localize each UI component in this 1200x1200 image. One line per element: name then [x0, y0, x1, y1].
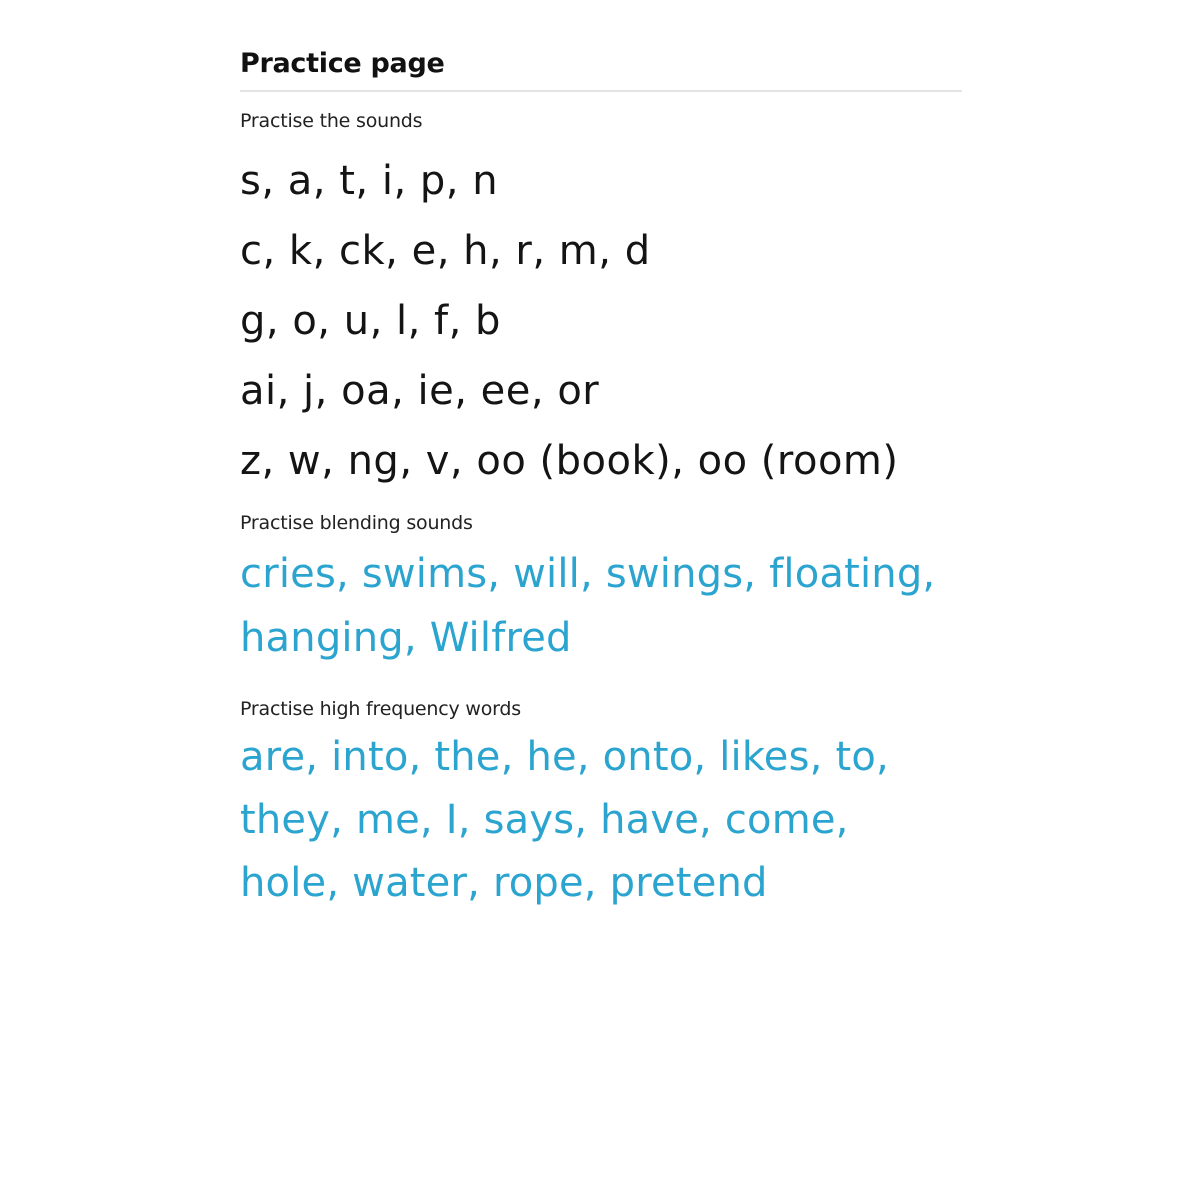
page-content — [240, 40, 962, 915]
blending-heading: Practise blending sounds — [240, 512, 473, 534]
sound-line: c, k, ck, e, h, r, m, d — [240, 228, 651, 274]
title-divider — [240, 90, 962, 92]
sound-line: z, w, ng, v, oo (book), oo (room) — [240, 438, 899, 484]
blending-words — [240, 542, 962, 670]
high-frequency-words — [240, 726, 962, 915]
sound-line: s, a, t, i, p, n — [240, 158, 499, 204]
sound-line: g, o, u, l, f, b — [240, 298, 501, 344]
page-title: Practice page — [240, 48, 445, 79]
high-frequency-heading: Practise high frequency words — [240, 698, 521, 720]
sound-line: ai, j, oa, ie, ee, or — [240, 368, 600, 414]
blending-line: hanging, Wilfred — [240, 615, 572, 661]
high-frequency-line: are, into, the, he, onto, likes, to, — [240, 734, 889, 780]
high-frequency-line: they, me, I, says, have, come, — [240, 797, 849, 843]
blending-line: cries, swims, will, swings, floating, — [240, 551, 936, 597]
high-frequency-line: hole, water, rope, pretend — [240, 860, 768, 906]
sounds-list — [240, 146, 962, 496]
sounds-heading: Practise the sounds — [240, 110, 423, 132]
